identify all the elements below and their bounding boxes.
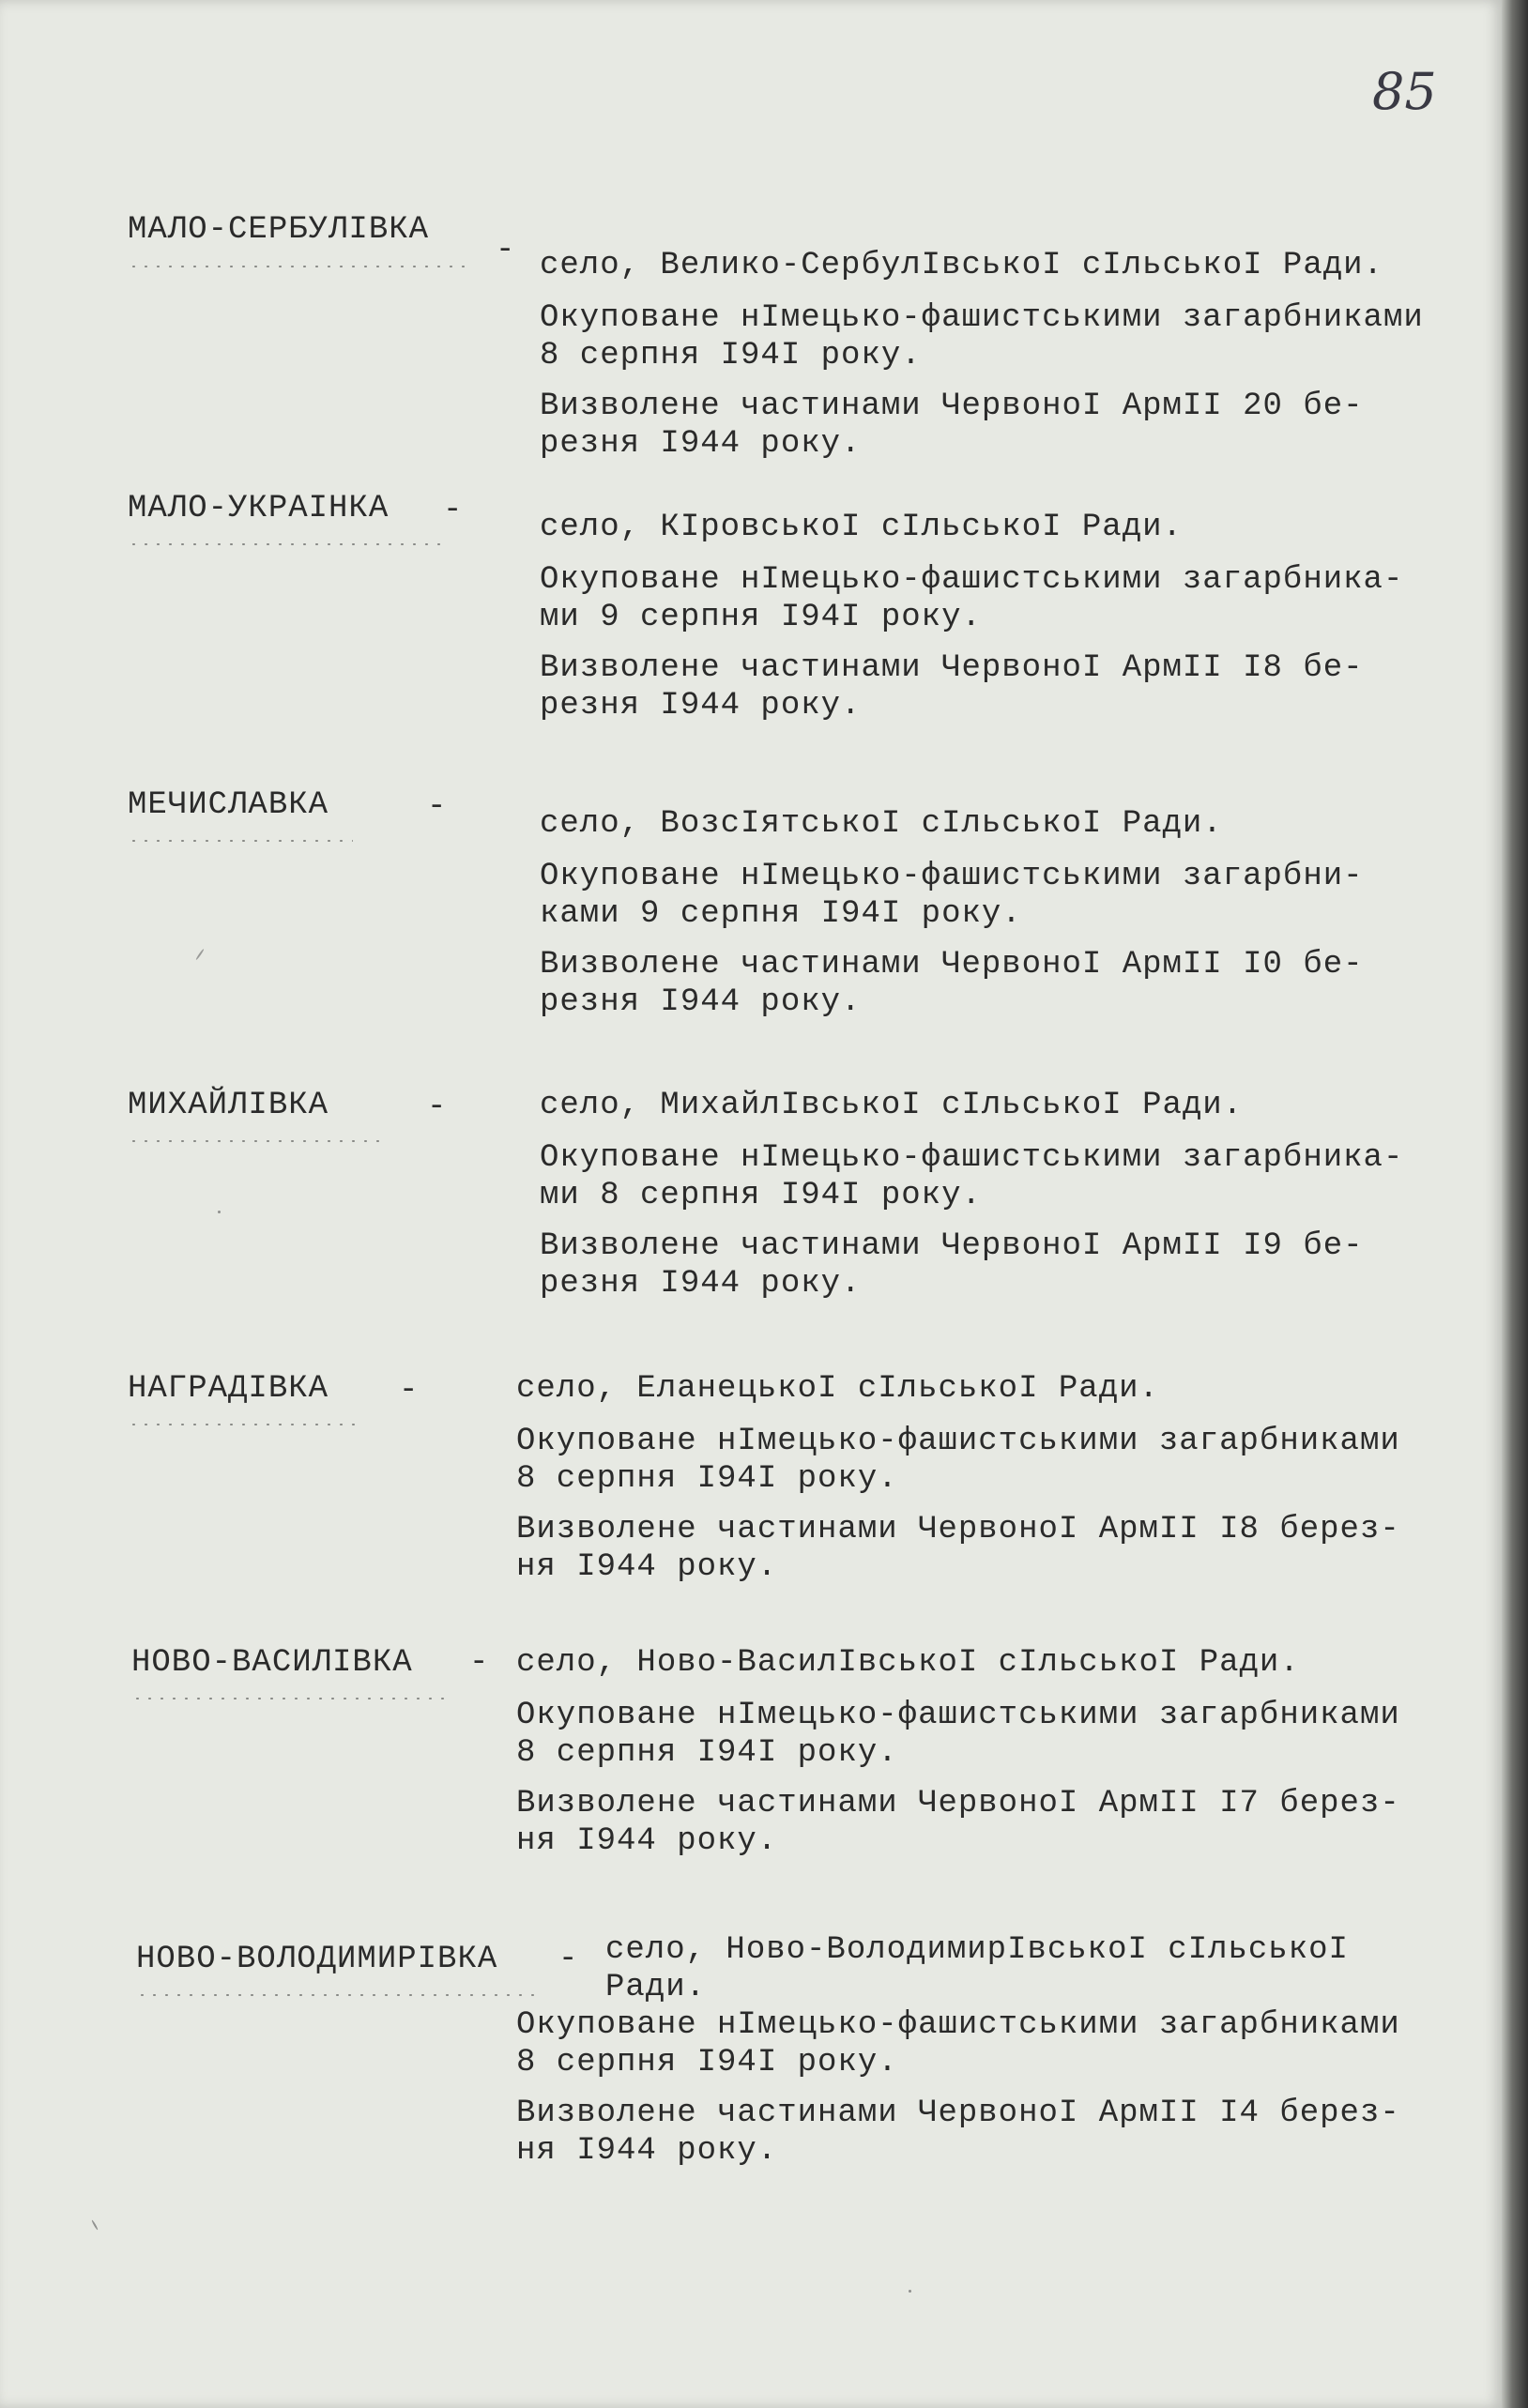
village-name: НОВО-ВОЛОДИМИРІВКА — [136, 1942, 498, 1977]
settlement-info: село, ВозсІятськоI сІльськоI Ради. — [540, 806, 1223, 842]
liberation-info: Визволене частинами ЧервоноI АрмII 20 бе- резня I944 року. — [540, 389, 1364, 462]
village-name: МАЛО-УКРАІНКА — [128, 491, 390, 526]
settlement-info: село, КІровськоI сІльськоI Ради. — [540, 510, 1183, 545]
entry-dash: - — [443, 493, 463, 528]
occupation-info: Окуповане нІмецько-фашистськими загарбника- ми 8 серпня I94I року. — [540, 1140, 1404, 1213]
occupation-info: Окуповане нІмецько-фашистськими загарбниками 8 серпня I94I року. — [516, 1698, 1400, 1771]
entry-text — [540, 805, 1520, 1034]
occupation-info: Окуповане нІмецько-фашистськими загарбниками 8 серпня I94I року. — [516, 2007, 1400, 2080]
entry-dash: - — [558, 1942, 578, 1977]
liberation-info: Визволене частинами ЧервоноI АрмII I4 берез- ня I944 року. — [516, 2096, 1400, 2169]
entry-dash: - — [427, 789, 447, 825]
liberation-info: Визволене частинами ЧервоноI АрмII I8 бе- резня I944 року. — [540, 650, 1364, 724]
occupation-info: Окуповане нІмецько-фашистськими загарбниками 8 серпня I94I року. — [540, 300, 1424, 373]
settlement-info: село, Ново-ВасилІвськоI сІльськоI Ради. — [516, 1645, 1300, 1681]
settlement-info: село, МихайлІвськоI сІльськоI Ради. — [540, 1088, 1244, 1123]
entry-text — [540, 247, 1520, 476]
entry-text — [540, 509, 1520, 738]
entry-text — [516, 1370, 1497, 1599]
page-number: 85 — [1372, 62, 1437, 121]
name-underline — [128, 541, 447, 547]
settlement-info: село, Велико-СербулІвськоI сІльськоI Ради. — [540, 248, 1383, 283]
village-name: МАЛО-СЕРБУЛІВКА — [128, 212, 430, 248]
name-underline — [128, 264, 470, 269]
liberation-info: Визволене частинами ЧервоноI АрмII I8 берез- ня I944 року. — [516, 1512, 1400, 1585]
entry-dash: - — [469, 1645, 489, 1681]
settlement-info: село, Ново-ВолодимирІвськоI сІльськоI Ради. — [605, 1932, 1349, 2005]
entry-text — [516, 1931, 1497, 2183]
settlement-info: село, ЕланецькоI сІльськоI Ради. — [516, 1371, 1159, 1407]
occupation-info: Окуповане нІмецько-фашистськими загарбни- ками 9 серпня I94I року. — [540, 859, 1364, 932]
page-edge-shadow — [1502, 0, 1528, 2408]
village-name: МИХАЙЛІВКА — [128, 1088, 329, 1123]
name-underline — [131, 1696, 449, 1701]
entry-text — [516, 1644, 1497, 1873]
liberation-info: Визволене частинами ЧервоноI АрмII I9 бе- резня I944 року. — [540, 1228, 1364, 1302]
occupation-info: Окуповане нІмецько-фашистськими загарбника- ми 9 серпня I94I року. — [540, 562, 1404, 635]
entry-text — [540, 1087, 1520, 1316]
occupation-info: Окуповане нІмецько-фашистськими загарбниками 8 серпня I94I року. — [516, 1424, 1400, 1497]
name-underline — [128, 838, 353, 844]
entry-dash: - — [496, 233, 515, 268]
name-underline — [136, 1992, 535, 1998]
entry-dash: - — [399, 1373, 419, 1409]
name-underline — [128, 1138, 381, 1144]
name-underline — [128, 1422, 358, 1427]
village-name: НОВО-ВАСИЛІВКА — [131, 1645, 413, 1681]
liberation-info: Визволене частинами ЧервоноI АрмII I0 бе- резня I944 року. — [540, 947, 1364, 1020]
entry-dash: - — [427, 1090, 447, 1125]
village-name: МЕЧИСЛАВКА — [128, 787, 329, 823]
village-name: НАГРАДІВКА — [128, 1371, 329, 1407]
liberation-info: Визволене частинами ЧервоноI АрмII I7 берез- ня I944 року. — [516, 1786, 1400, 1859]
